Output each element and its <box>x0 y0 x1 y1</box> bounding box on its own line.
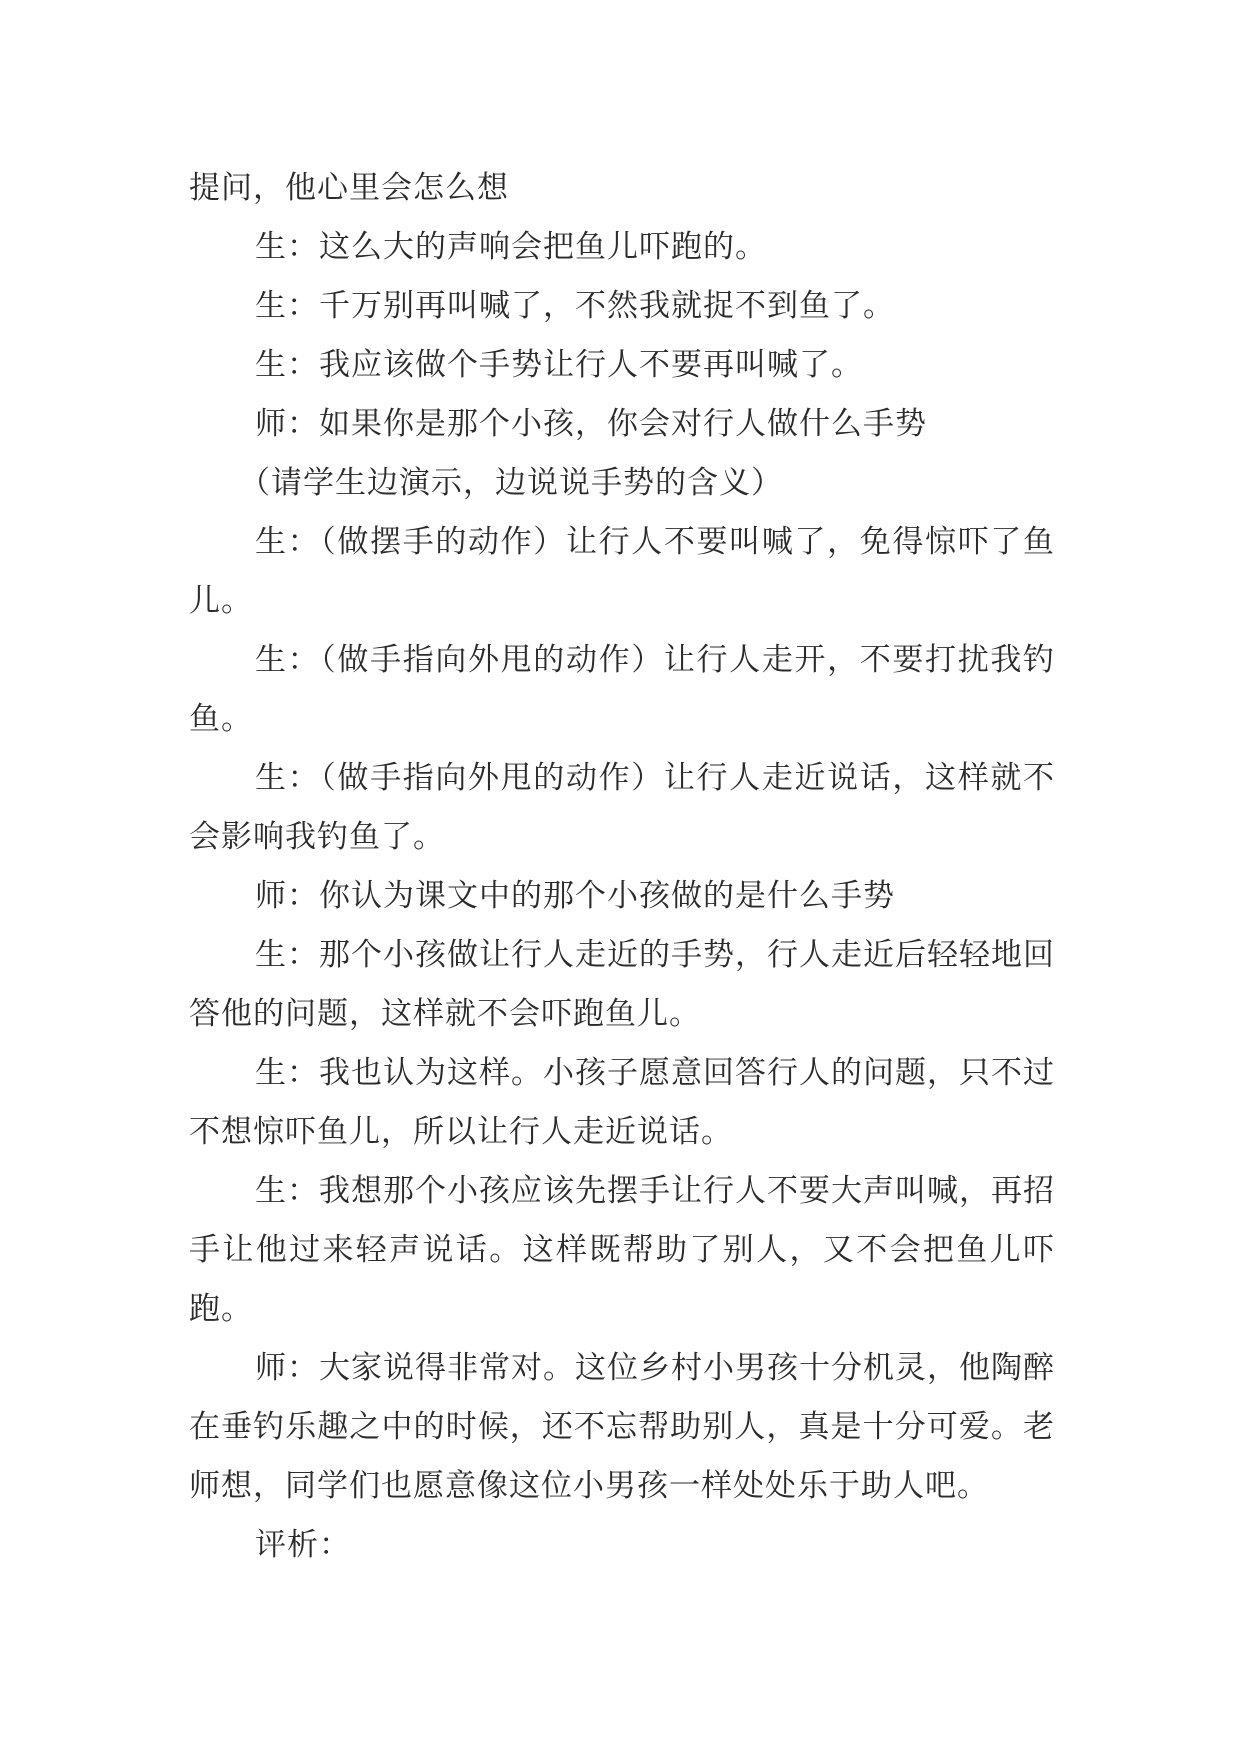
paragraph-8: 生：（做手指向外甩的动作）让行人走开，不要打扰我钓鱼。 <box>189 642 1055 737</box>
paragraph-6-stage-note: （请学生边演示，边说说手势的含义） <box>239 465 783 501</box>
paragraph-11: 生：那个小孩做让行人走近的手势，行人走近后轻轻地回答他的问题，这样就不会吓跑鱼儿。 <box>189 937 1055 1032</box>
paragraph-15-commentary-label: 评析： <box>255 1527 351 1563</box>
paragraph-5: 师：如果你是那个小孩，你会对行人做什么手势 <box>255 406 927 442</box>
paragraph-4: 生：我应该做个手势让行人不要再叫喊了。 <box>255 347 863 383</box>
paragraph-14: 师：大家说得非常对。这位乡村小男孩十分机灵，他陶醉在垂钓乐趣之中的时候，还不忘帮助别人，真是十分可爱。老师想，同学们也愿意像这位小男孩一样处处乐于助人吧。 <box>189 1350 1055 1504</box>
paragraph-7: 生：（做摆手的动作）让行人不要叫喊了，免得惊吓了鱼儿。 <box>189 524 1055 619</box>
paragraph-13: 生：我想那个小孩应该先摆手让行人不要大声叫喊，再招手让他过来轻声说话。这样既帮助了别人，又不会把鱼儿吓跑。 <box>189 1173 1055 1327</box>
paragraph-2: 生：这么大的声响会把鱼儿吓跑的。 <box>255 229 767 265</box>
document-body <box>189 159 1055 1575</box>
paragraph-12: 生：我也认为这样。小孩子愿意回答行人的问题，只不过不想惊吓鱼儿，所以让行人走近说话。 <box>189 1055 1055 1150</box>
paragraph-9: 生：（做手指向外甩的动作）让行人走近说话，这样就不会影响我钓鱼了。 <box>189 760 1055 855</box>
paragraph-1: 提问，他心里会怎么想 <box>189 170 509 206</box>
paragraph-3: 生：千万别再叫喊了，不然我就捉不到鱼了。 <box>255 288 895 324</box>
paragraph-10: 师：你认为课文中的那个小孩做的是什么手势 <box>255 878 895 914</box>
